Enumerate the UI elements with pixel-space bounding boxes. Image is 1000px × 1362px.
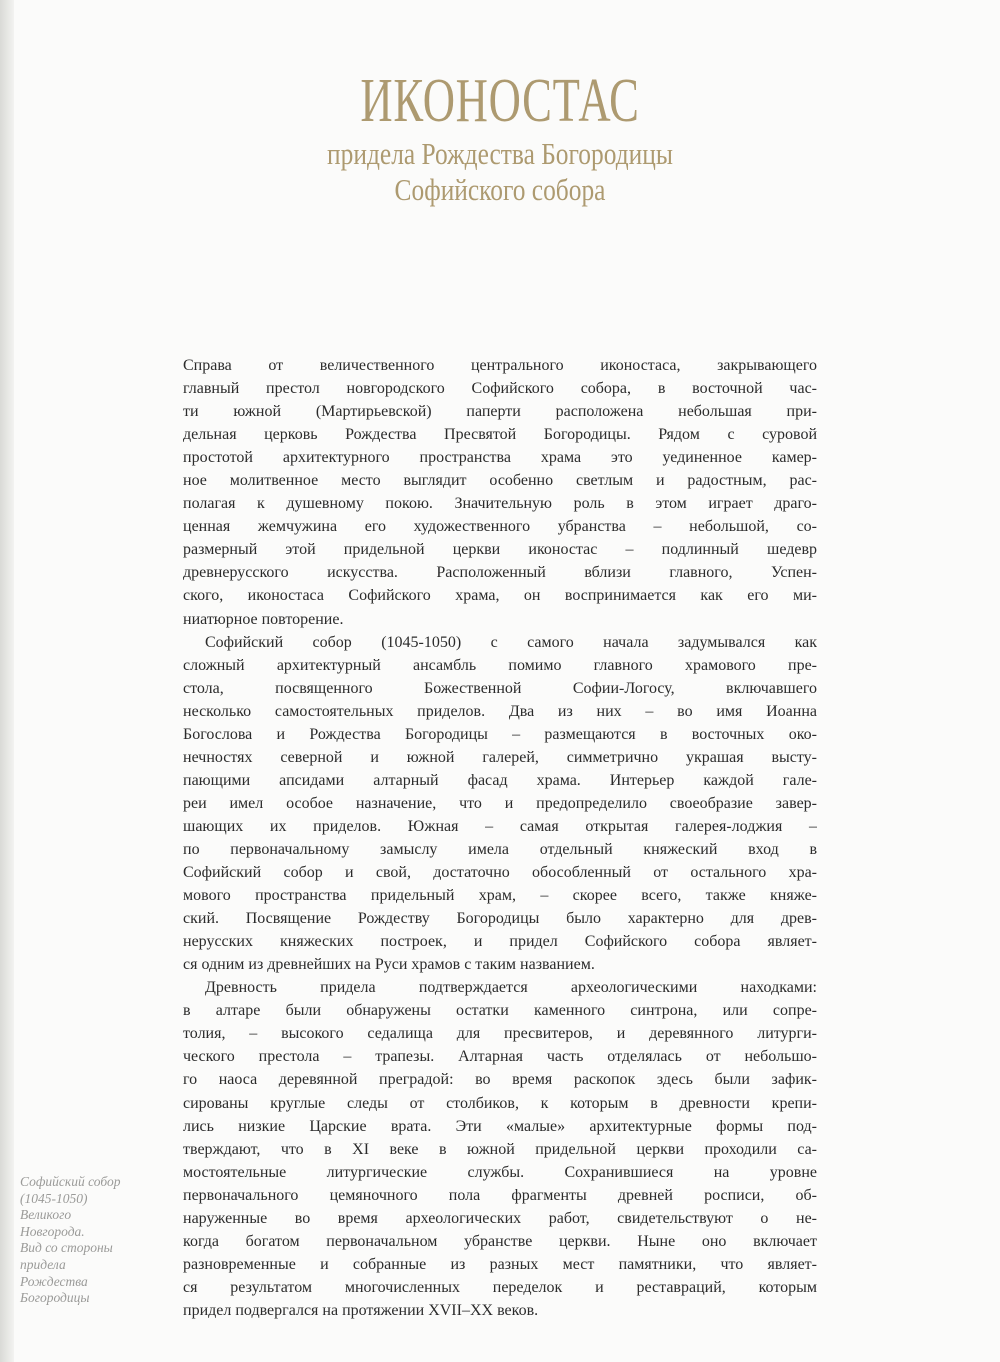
paragraph-line: ся результатом многочисленных переделок и реставраций, которым <box>183 1278 817 1296</box>
paragraph-line: первоначального цемяночного пола фрагменты древней росписи, об- <box>183 1186 817 1204</box>
caption-line: Вид со стороны <box>20 1240 113 1256</box>
paragraph-line: ниатюрное повторение. <box>183 610 344 628</box>
paragraph-line: Богослова и Рождества Богородицы – размещаются в восточных око- <box>183 725 817 743</box>
paragraph-line: лись низкие Царские врата. Эти «малые» архитектурные формы под- <box>183 1117 817 1135</box>
paragraph-line: ное молитвенное место выглядит особенно светлым и радостным, рас- <box>183 472 817 490</box>
paragraph-line: полагая к душевному покою. Значительную роль в этом играет драго- <box>183 495 817 513</box>
paragraph-line: стола, посвященного Божественной Софии-Логосу, включавшего <box>183 679 817 697</box>
body-text <box>183 354 817 1322</box>
caption-line: Великого <box>20 1207 72 1223</box>
page-subtitle-line-2: Софийского собора <box>394 172 606 207</box>
paragraph-line: простотой архитектурного пространства храма это уединенное камер- <box>183 449 817 467</box>
paragraph-line: реи имел особое назначение, что и предопределило своеобразие завер- <box>183 794 817 812</box>
paragraph-line: наруженные во время археологических работ, свидетельствуют о не- <box>183 1209 817 1227</box>
paragraph-line: сложный архитектурный ансамбль помимо главного храмового пре- <box>183 656 817 674</box>
paragraph-line: Древность придела подтверждается археологическими находками: <box>205 979 817 997</box>
paragraph-line: толия, – высокого седалища для пресвитеров, и деревянного литурги- <box>183 1025 817 1043</box>
paragraph-line: ского, иконостаса Софийского храма, он воспринимается как его ми- <box>183 587 817 605</box>
photo-caption <box>20 1174 170 1307</box>
paragraph-line: когда богатом первоначальном убранстве церкви. Ныне оно включает <box>183 1232 817 1250</box>
paragraph-line: ти южной (Мартирьевской) паперти расположена небольшая при- <box>183 403 817 421</box>
paragraph-line: Софийский собор и свой, достаточно обособленный от остального хра- <box>183 864 817 882</box>
paragraph-line: Справа от величественного центрального иконостаса, закрывающего <box>183 357 817 374</box>
caption-line: Новгорода. <box>20 1223 85 1239</box>
paragraph-line: мостоятельные литургические службы. Сохранившиеся на уровне <box>183 1163 817 1181</box>
paragraph-line: Софийский собор (1045-1050) с самого начала задумывался как <box>205 633 817 651</box>
paragraph-line: ценная жемчужина его художественного убранства – небольшой, со- <box>183 518 817 536</box>
paragraph-line: го наоса деревянной преградой: во время раскопок здесь были зафик- <box>183 1071 817 1089</box>
paragraph-line: ческого престола – трапезы. Алтарная часть отделялась от небольшо- <box>183 1048 817 1066</box>
paragraph-line: ся одним из древнейших на Руси храмов с таким названием. <box>183 956 595 974</box>
paragraph-line: разновременные и собранные из разных мест памятники, что являет- <box>183 1255 817 1273</box>
paragraph-line: в алтаре были обнаружены остатки каменного синтрона, или сопре- <box>183 1002 817 1020</box>
paragraph-line: пающими апсидами алтарный фасад храма. Интерьер каждой гале- <box>183 771 817 789</box>
page-title: ИКОНОСТАС <box>360 67 640 135</box>
caption-line: Богородицы <box>20 1290 90 1306</box>
paragraph-line: по первоначальному замыслу имела отдельный княжеский вход в <box>183 840 817 858</box>
paragraph-line: нечностях северной и южной галерей, симметрично украшая высту- <box>183 748 817 766</box>
caption-line: придела <box>20 1256 66 1272</box>
paragraph-line: мового пространства придельный храм, – скорее всего, также княже- <box>183 887 817 905</box>
paragraph-line: ский. Посвящение Рождеству Богородицы было характерно для древ- <box>183 910 817 928</box>
caption-line: Рождества <box>20 1273 88 1289</box>
page-subtitle-line-1: придела Рождества Богородицы <box>327 136 673 171</box>
paragraph-line: древнерусского искусства. Расположенный вблизи главного, Успен- <box>183 564 817 582</box>
paragraph-line: шающих их приделов. Южная – самая открытая галерея-лоджия – <box>183 817 817 835</box>
paragraph-line: тверждают, что в XI веке в южной придельной церкви проходили са- <box>183 1140 817 1158</box>
page-gutter-shadow <box>0 0 14 1362</box>
paragraph-line: нерусских княжеских построек, и придел Софийского собора являет- <box>183 933 817 951</box>
caption-line: (1045-1050) <box>20 1190 88 1206</box>
caption-line: Софийский собор <box>20 1174 121 1189</box>
paragraph-line: придел подвергался на протяжении XVII–XX веков. <box>183 1301 539 1319</box>
paragraph-line: дельная церковь Рождества Пресвятой Богородицы. Рядом с суровой <box>183 426 817 444</box>
paragraph-line: сированы круглые следы от столбиков, к которым в древности крепи- <box>183 1094 817 1112</box>
paragraph-line: главный престол новгородского Софийского собора, в восточной час- <box>183 380 817 398</box>
paragraph-line: размерный этой придельной церкви иконостас – подлинный шедевр <box>183 541 817 559</box>
paragraph-line: несколько самостоятельных приделов. Два из них – во имя Иоанна <box>183 702 817 720</box>
